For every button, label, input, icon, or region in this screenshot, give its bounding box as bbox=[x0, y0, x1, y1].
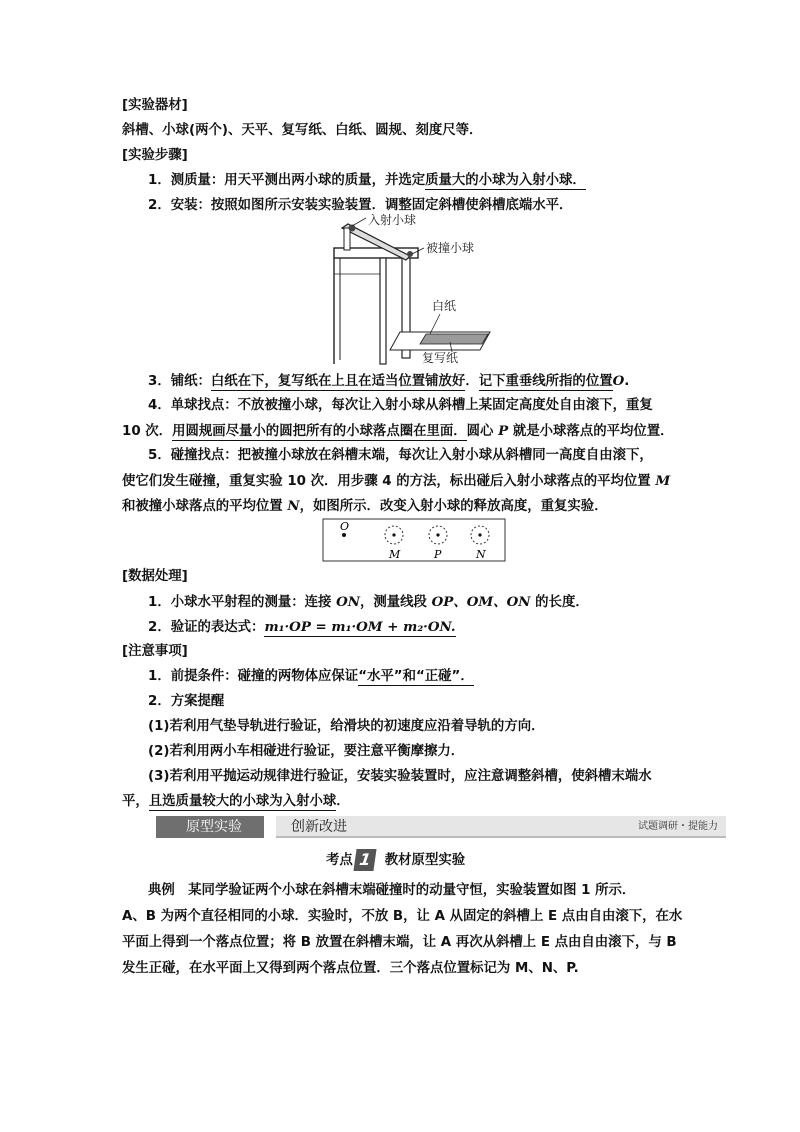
point-m-label: M bbox=[389, 548, 401, 561]
equipment-text: 斜槽、小球(两个)、天平、复写纸、白纸、圆规、刻度尺等． bbox=[122, 123, 483, 138]
apparatus-figure bbox=[330, 214, 500, 366]
step-5-point-n: N bbox=[287, 498, 300, 514]
step-3-underline-1: 白纸在下，复写纸在上且在适当位置铺放好 bbox=[210, 374, 466, 389]
step-5-point-m: M bbox=[655, 473, 671, 489]
equipment-heading: [实验器材] bbox=[122, 98, 188, 113]
step-3-mid: ． bbox=[465, 374, 479, 389]
kaodian-title: 教材原型实验 bbox=[384, 853, 466, 868]
banner-dark-tab: 原型实验 bbox=[156, 816, 264, 838]
example-line-1: 典例 某同学验证两个小球在斜槽末端碰撞时的动量守恒，实验装置如图 1 所示． bbox=[148, 883, 636, 898]
label-carbon-paper: 复写纸 bbox=[422, 351, 459, 365]
step-3-underline-2: 记下重垂线所指的位置 bbox=[478, 374, 613, 389]
step-3-point-o: O bbox=[612, 373, 625, 389]
example-line-4: 发生正碰，在水平面上又得到两个落点位置．三个落点位置标记为 M、N、P. bbox=[122, 961, 579, 976]
step-5-line-2-text: 使它们发生碰撞，重复实验 10 次．用步骤 4 的方法，标出碰后入射小球落点的平均位置 bbox=[122, 474, 656, 489]
notes-item-2c-line-2 bbox=[122, 792, 350, 812]
data-item-2-pre: 2．验证的表达式： bbox=[148, 620, 265, 635]
step-4-line-2 bbox=[122, 421, 674, 442]
notes-item-2a: (1)若利用气垫导轨进行验证，给滑块的初速度应沿着导轨的方向． bbox=[148, 719, 545, 734]
notes-item-2c-line-1: (3)若利用平抛运动规律进行验证，安装实验装置时，应注意调整斜槽，使斜槽末端水 bbox=[148, 769, 652, 784]
data-item-1 bbox=[148, 592, 589, 613]
steps-heading: [实验步骤] bbox=[122, 148, 188, 163]
notes-item-2c-underline: 且选质量较大的小球为入射小球 bbox=[148, 794, 337, 809]
step-4-pre: 10 次． bbox=[122, 424, 173, 439]
step-5-line-3-pre: 和被撞小球落点的平均位置 bbox=[122, 499, 288, 514]
notes-heading: [注意事项] bbox=[122, 644, 188, 659]
kaodian-heading bbox=[326, 848, 465, 874]
label-incident-ball: 入射小球 bbox=[368, 214, 417, 227]
notes-item-2c-end: ． bbox=[336, 794, 350, 809]
notes-item-2b: (2)若利用两小车相碰进行验证，要注意平衡摩擦力． bbox=[148, 744, 465, 759]
step-3-end: . bbox=[624, 374, 630, 389]
step-4-point-p: P bbox=[498, 423, 509, 439]
data-item-1-mid: ，测量线段 bbox=[359, 595, 432, 610]
step-3-pre: 3．铺纸： bbox=[148, 374, 211, 389]
step-4-end: 就是小球落点的平均位置． bbox=[508, 424, 674, 439]
label-white-paper: 白纸 bbox=[432, 299, 457, 313]
point-n-label: N bbox=[476, 548, 486, 561]
step-2: 2．安装：按照如图所示安装实验装置．调整固定斜槽使斜槽底端水平． bbox=[148, 198, 573, 213]
step-4-line-1: 4．单球找点：不放被撞小球，每次让入射小球从斜槽上某固定高度处自由滚下，重复 bbox=[148, 398, 653, 413]
point-o-label: O bbox=[340, 520, 350, 533]
point-p-label: P bbox=[434, 548, 442, 561]
notes-item-1-underline: “水平”和“正碰”． bbox=[358, 669, 474, 684]
data-item-1-pre: 1．小球水平射程的测量：连接 bbox=[148, 595, 337, 610]
step-3 bbox=[148, 371, 629, 392]
step-4-underline: 用圆规画尽量小的圆把所有的小球落点圈在里面． bbox=[172, 424, 467, 439]
data-item-1-on: ON bbox=[336, 594, 360, 610]
section-banner bbox=[156, 816, 726, 838]
banner-right-text: 试题调研・提能力 bbox=[638, 821, 718, 832]
step-1 bbox=[148, 171, 586, 191]
example-line-3: 平面上得到一个落点位置；将 B 放置在斜槽末端，让 A 再次从斜槽上 E 点由自由滚下，与 B bbox=[122, 935, 677, 950]
example-line-2: A、B 为两个直径相同的小球．实验时，不放 B，让 A 从固定的斜槽上 E 点由自由滚下，在水 bbox=[122, 909, 683, 924]
notes-item-2c-pre: 平， bbox=[122, 794, 149, 809]
data-heading: [数据处理] bbox=[122, 569, 188, 584]
step-5-line-1: 5．碰撞找点：把被撞小球放在斜槽末端，每次让入射小球从斜槽同一高度自由滚下， bbox=[148, 448, 653, 463]
step-5-line-2 bbox=[122, 471, 670, 492]
step-4-mid: 圆心 bbox=[466, 424, 499, 439]
data-item-2 bbox=[148, 617, 456, 638]
data-item-1-end: 的长度． bbox=[530, 595, 589, 610]
step-1-underline: 质量大的小球为入射小球． bbox=[425, 173, 586, 188]
banner-title: 创新改进 bbox=[291, 819, 347, 835]
step-5-line-3-end: ，如图所示．改变入射小球的释放高度，重复实验． bbox=[299, 499, 608, 514]
momentum-formula: m₁·OP = m₁·OM + m₂·ON. bbox=[264, 619, 456, 635]
notes-item-1 bbox=[148, 667, 474, 687]
step-5-line-3 bbox=[122, 496, 608, 517]
label-hit-ball: 被撞小球 bbox=[426, 241, 475, 255]
landing-points-figure bbox=[322, 518, 506, 562]
kaodian-pre: 考点 bbox=[326, 853, 353, 868]
step-1-text: 1．测质量：用天平测出两小球的质量，并选定 bbox=[148, 173, 426, 188]
kaodian-number-badge: 1 bbox=[353, 849, 376, 871]
notes-item-1-pre: 1．前提条件：碰撞的两物体应保证 bbox=[148, 669, 359, 684]
notes-item-2: 2．方案提醒 bbox=[148, 694, 225, 709]
data-item-1-segments: OP、OM、ON bbox=[431, 594, 531, 610]
